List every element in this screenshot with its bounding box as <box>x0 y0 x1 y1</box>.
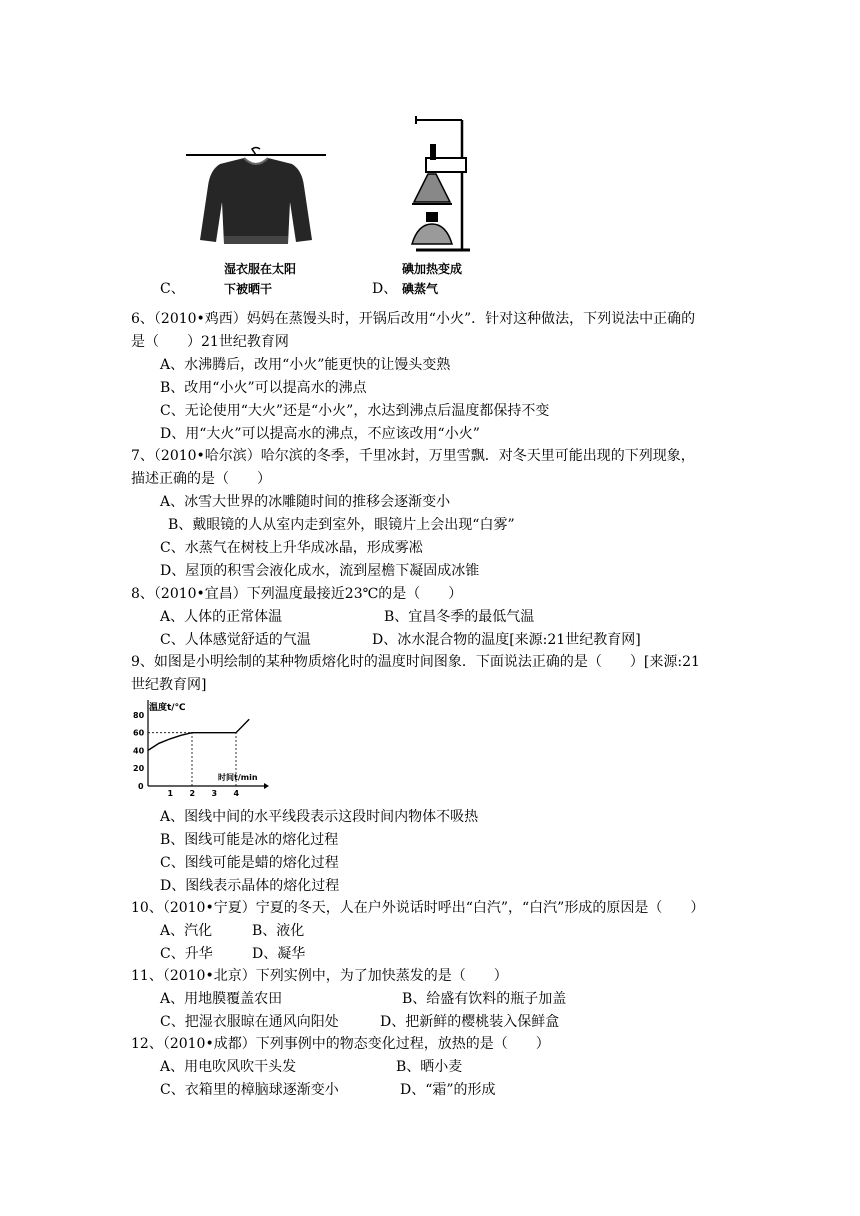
question-9-stem-line2: 世纪教育网] <box>131 677 207 693</box>
question-9-stem-line1: 9、如图是小明绘制的某种物质熔化时的温度时间图象．下面说法正确的是（ ）[来源:21 <box>131 654 700 670</box>
sweater-on-hanger-icon <box>186 146 326 256</box>
sweater-figure <box>186 146 326 296</box>
chart-ylabel: 温度t/℃ <box>149 703 186 713</box>
question-10-option-b: B、液化 <box>252 923 305 939</box>
question-7-option-b: B、戴眼镜的人从室内走到室外，眼镜片上会出现“白雾” <box>168 517 515 533</box>
chart-x-tick-label: 2 <box>189 789 196 798</box>
question-11-stem: 11、（2010•北京）下列实例中，为了加快蒸发的是（ ） <box>131 968 508 984</box>
question-12-option-b: B、晒小麦 <box>396 1059 463 1075</box>
question-11-option-a: A、用地膜覆盖农田 <box>160 991 283 1007</box>
question-7-stem-line2: 描述正确的是（ ） <box>131 471 271 487</box>
question-7-option-d: D、屋顶的积雪会液化成水，流到屋檐下凝固成冰锥 <box>160 563 480 579</box>
question-10-option-a: A、汽化 <box>160 923 213 939</box>
chart-x-arrow <box>264 783 269 789</box>
question-10-option-c: C、升华 <box>160 946 213 962</box>
iodine-heating-apparatus-icon <box>402 116 482 256</box>
option-label-c: C、 <box>160 281 185 297</box>
chart-y-tick-label: 20 <box>133 764 145 774</box>
iodine-caption-line2: 碘蒸气 <box>402 282 439 296</box>
melting-temperature-chart <box>132 700 272 804</box>
chart-xlabel: 时间t/min <box>218 773 258 782</box>
chart-x-tick-label: 3 <box>211 789 218 798</box>
chart-y-tick-label: 60 <box>133 728 145 738</box>
question-8-option-a: A、人体的正常体温 <box>160 609 283 625</box>
question-10-stem: 10、（2010•宁夏）宁夏的冬天，人在户外说话时呼出“白汽”，“白汽”形成的原因是（ ） <box>131 900 705 916</box>
question-7-option-a: A、冰雪大世界的冰雕随时间的推移会逐渐变小 <box>160 494 451 510</box>
chart-y-tick-label: 40 <box>133 746 145 756</box>
question-7-stem-line1: 7、（2010•哈尔滨）哈尔滨的冬季，千里冰封，万里雪飘．对冬天里可能出现的下列现象， <box>131 448 695 464</box>
chart-x-tick-label: 0 <box>138 782 144 791</box>
chart-series-line-0 <box>148 719 249 750</box>
question-6-option-c: C、无论使用“大火”还是“小火”，水达到沸点后温度都保持不变 <box>160 403 550 419</box>
question-9-option-a: A、图线中间的水平线段表示这段时间内物体不吸热 <box>160 809 479 825</box>
question-6-stem-line1: 6、（2010•鸡西）妈妈在蒸馒头时，开锅后改用“小火”．针对这种做法，下列说法中正确的 <box>131 311 696 327</box>
question-11-option-d: D、把新鲜的樱桃装入保鲜盒 <box>380 1014 560 1030</box>
question-11-option-b: B、给盛有饮料的瓶子加盖 <box>402 991 567 1007</box>
question-8-option-b: B、宜昌冬季的最低气温 <box>384 609 535 625</box>
question-6-option-b: B、改用“小火”可以提高水的沸点 <box>160 380 367 396</box>
question-8-option-c: C、人体感觉舒适的气温 <box>160 632 311 648</box>
iodine-figure <box>402 116 492 296</box>
iodine-caption-line1: 碘加热变成 <box>402 262 463 276</box>
question-9-option-d: D、图线表示晶体的熔化过程 <box>160 878 340 894</box>
sweater-caption-line2: 下被晒干 <box>224 282 273 296</box>
question-6-option-d: D、用“大火”可以提高水的沸点，不应该改用“小火” <box>160 426 480 442</box>
question-12-stem: 12、（2010•成都）下列事例中的物态变化过程，放热的是（ ） <box>131 1036 550 1052</box>
question-11-option-c: C、把湿衣服晾在通风向阳处 <box>160 1014 339 1030</box>
question-12-option-d: D、“霜”的形成 <box>400 1082 496 1098</box>
question-8-stem: 8、（2010•宜昌）下列温度最接近23℃的是（ ） <box>131 586 463 602</box>
question-6-stem-line2: 是（ ）21世纪教育网 <box>131 334 289 350</box>
question-9-option-b: B、图线可能是冰的熔化过程 <box>160 832 339 848</box>
question-8-option-d: D、冰水混合物的温度[来源:21世纪教育网] <box>372 632 641 648</box>
chart-x-tick-label: 4 <box>233 789 240 798</box>
question-12-option-a: A、用电吹风吹干头发 <box>160 1059 297 1075</box>
option-label-d: D、 <box>372 281 398 297</box>
question-10-option-d: D、凝华 <box>252 946 306 962</box>
question-7-option-c: C、水蒸气在树枝上升华成冰晶，形成雾凇 <box>160 540 423 556</box>
chart-y-tick-label: 80 <box>133 710 145 720</box>
question-6-option-a: A、水沸腾后，改用“小火”能更快的让馒头变熟 <box>160 357 451 373</box>
sweater-caption-line1: 湿衣服在太阳 <box>224 262 297 276</box>
chart-x-tick-label: 1 <box>167 789 174 798</box>
question-9-option-c: C、图线可能是蜡的熔化过程 <box>160 855 339 871</box>
question-12-option-c: C、衣箱里的樟脑球逐渐变小 <box>160 1082 339 1098</box>
